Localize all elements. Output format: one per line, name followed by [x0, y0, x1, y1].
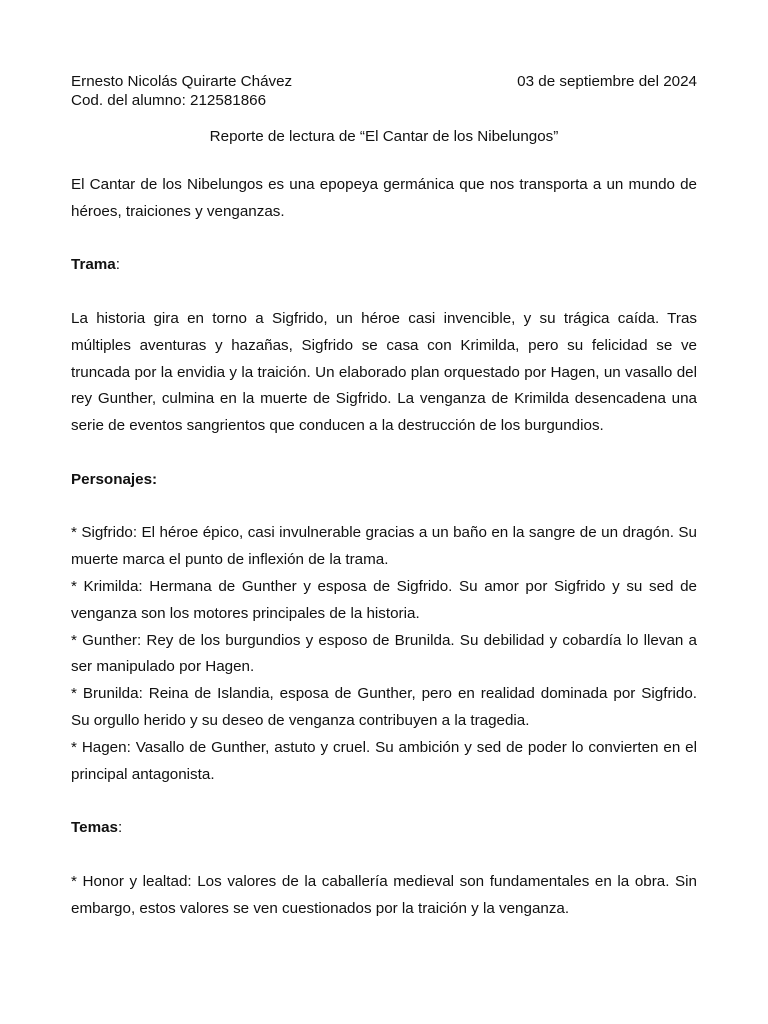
- list-item: * Gunther: Rey de los burgundios y esposo de Brunilda. Su debilidad y cobardía lo llevan a ser manipulado por Hagen.: [71, 631, 697, 676]
- document-page: [71, 72, 697, 922]
- header-row: [71, 72, 697, 91]
- report-date: 03 de septiembre del 2024: [517, 73, 697, 90]
- list-item: * Krimilda: Hermana de Gunther y esposa de Sigfrido. Su amor por Sigfrido y su sed de venganza son los motores principales de la historia.: [71, 577, 697, 622]
- intro-paragraph: El Cantar de los Nibelungos es una epopeya germánica que nos transporta a un mundo de héroes, traiciones y venganzas.: [71, 176, 697, 220]
- trama-heading-text: Trama: [71, 256, 116, 274]
- section-heading-trama: Trama:: [71, 256, 120, 274]
- section-heading-temas: Temas:: [71, 819, 123, 837]
- trama-paragraph: La historia gira en torno a Sigfrido, un héroe casi invencible, y su trágica caída. Tras múltiples aventuras y hazañas, Sigfrido se casa con Krimilda, pero su felicidad se ve truncada por la envidia y la traición. Un elaborado plan orquestado por Hagen, un vasallo del rey Gunther, culmina en la muerte de Sigfrido. La venganza de Krimilda desencadena una serie de eventos sangrientos que conducen a la destrucción de los burgundios.: [71, 309, 697, 435]
- list-item: * Hagen: Vasallo de Gunther, astuto y cruel. Su ambición y sed de poder lo convierten en el principal antagonista.: [71, 738, 697, 783]
- author-name: Ernesto Nicolás Quirarte Chávez: [71, 73, 293, 90]
- personajes-list: [71, 520, 697, 788]
- temas-heading-text: Temas: [71, 819, 118, 837]
- section-heading-personajes: [71, 467, 697, 494]
- personajes-heading-text: Personajes:: [71, 470, 158, 488]
- report-title: Reporte de lectura de “El Cantar de los Nibelungos”: [209, 128, 559, 145]
- temas-list: [71, 869, 697, 923]
- list-item: * Honor y lealtad: Los valores de la caballería medieval son fundamentales en la obra. Sin embargo, estos valores se ven cuestionados por la traición y la venganza.: [71, 872, 697, 917]
- list-item: * Brunilda: Reina de Islandia, esposa de Gunther, pero en realidad dominada por Sigfrido. Su orgullo herido y su deseo de venganza contribuyen a la tragedia.: [71, 685, 697, 729]
- list-item: * Sigfrido: El héroe épico, casi invulnerable gracias a un baño en la sangre de un dragón. Su muerte marca el punto de inflexión de la trama.: [71, 524, 697, 569]
- student-code: Cod. del alumno: 212581866: [71, 92, 267, 109]
